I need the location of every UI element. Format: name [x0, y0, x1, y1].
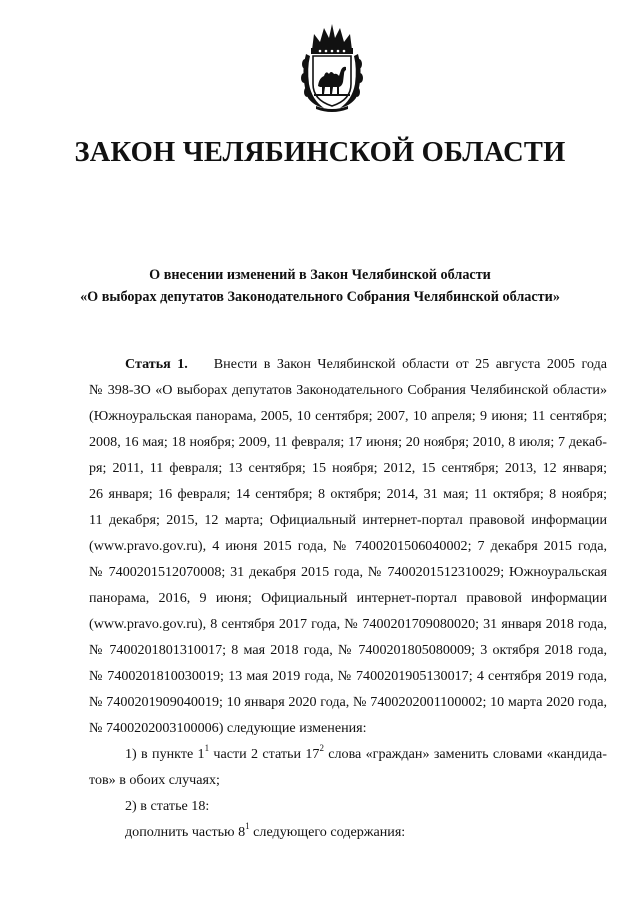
law-subject: [0, 264, 640, 308]
article-line: панорама, 2016, 9 июня; Официальный интернет-портал правовой информации: [89, 590, 607, 606]
article-1-line: [89, 351, 607, 377]
article-line: (Южноуральская панорама, 2005, 10 сентября; 2007, 10 апреля; 9 июня; 11 сентября;: [89, 408, 607, 424]
article-line: 11 декабря; 2015, 12 марта; Официальный интернет-портал правовой информации: [89, 512, 607, 528]
article-line: 2008, 16 мая; 18 ноября; 2009, 11 февраля; 17 июня; 20 ноября; 2010, 8 июля; 7 декаб-: [89, 434, 607, 450]
law-title: ЗАКОН ЧЕЛЯБИНСКОЙ ОБЛАСТИ: [74, 137, 566, 168]
article-line: № 7400202003100006) следующие изменения:: [89, 720, 367, 736]
article-line: № 7400201909040019; 10 января 2020 года, № 7400202001100002; 10 марта 2020 года,: [89, 694, 607, 710]
law-subject-line-2: «О выборах депутатов Законодательного Собрания Челябинской области»: [80, 289, 560, 305]
chelyabinsk-coat-of-arms-icon: [298, 20, 366, 112]
law-body: [89, 351, 607, 845]
article-line: ря; 2011, 11 февраля; 13 сентября; 15 ноября; 2012, 15 сентября; 2013, 12 января;: [89, 460, 607, 476]
article-text: Внести в Закон Челябинской области от 25 августа 2005 года: [213, 356, 608, 372]
article-line: (www.pravo.gov.ru), 4 июня 2015 года, № 7400201506040002; 7 декабря 2015 года,: [89, 538, 607, 554]
article-line: (www.pravo.gov.ru), 8 сентября 2017 года, № 7400201709080020; 31 января 2018 года,: [89, 616, 607, 632]
article-line: № 7400201810030019; 13 мая 2019 года, № 7400201905130017; 4 сентября 2019 года,: [89, 668, 607, 684]
item-2-line: 2) в статье 18:: [125, 798, 210, 814]
law-subject-line-1: О внесении изменений в Закон Челябинской области: [149, 267, 491, 283]
item-1-continuation: тов» в обоих случаях;: [89, 772, 220, 788]
article-line: № 7400201512070008; 31 декабря 2015 года, № 7400201512310029; Южноуральская: [89, 564, 607, 580]
article-line: № 398-ЗО «О выборах депутатов Законодательного Собрания Челябинской области»: [89, 382, 607, 398]
item-3-line: дополнить частью $8^1$ следующего содержания:: [125, 821, 406, 840]
article-label: Статья 1.: [125, 356, 188, 372]
article-line: 26 января; 16 февраля; 14 сентября; 8 октября; 2014, 31 мая; 11 октября; 8 ноября;: [89, 486, 607, 502]
item-1-line: 1) в пункте $1^1$ части 2 статьи $17^2$ слова «граждан» заменить словами «кандида-: [125, 743, 607, 762]
article-line: № 7400201801310017; 8 мая 2018 года, № 7400201805080009; 3 октября 2018 года,: [89, 642, 607, 658]
